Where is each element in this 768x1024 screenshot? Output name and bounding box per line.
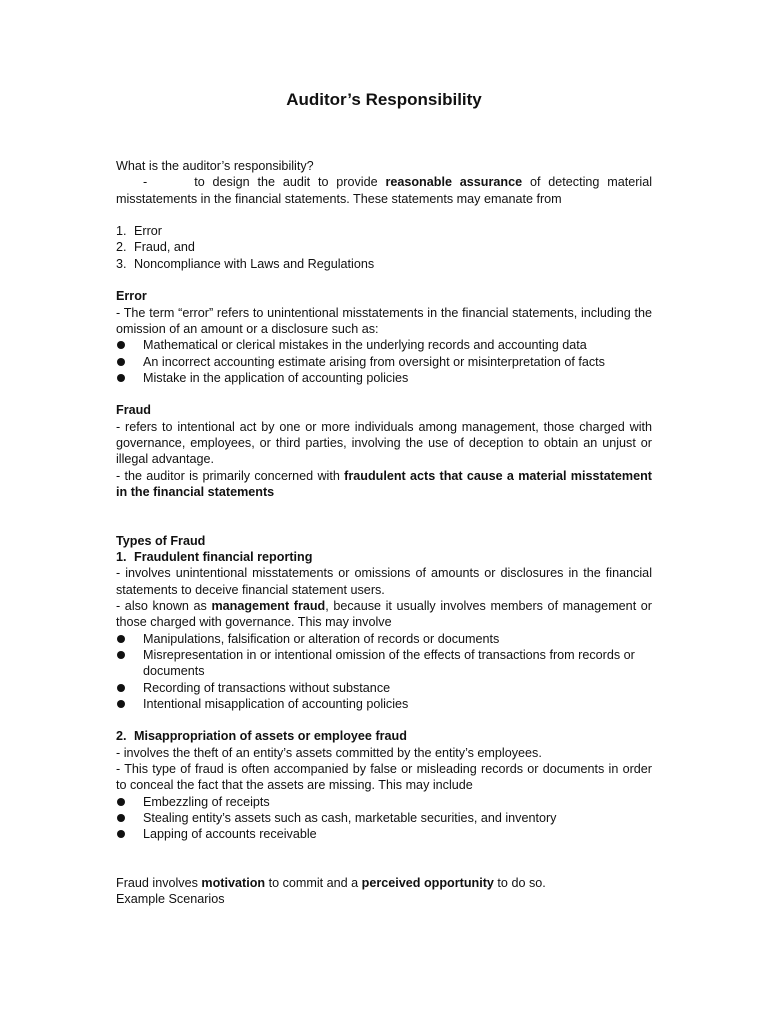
bullet-icon: [117, 635, 125, 643]
list-item: Mathematical or clerical mistakes in the underlying records and accounting data: [116, 337, 652, 353]
intro-answer: - to design the audit to provide reasonable assurance of detecting material misstatements in the financial statements. These statements may emanate from: [116, 175, 653, 206]
error-bullets: [116, 337, 652, 386]
type2-title: 2. Misappropriation of assets or employee fraud: [116, 729, 407, 744]
list-item: Stealing entity’s assets such as cash, marketable securities, and inventory: [116, 810, 652, 826]
list-item: An incorrect accounting estimate arising from oversight or misinterpretation of facts: [116, 354, 652, 370]
sources-list: [116, 223, 652, 272]
type1-title: 1. Fraudulent financial reporting: [116, 550, 313, 565]
bullet-icon: [117, 358, 125, 366]
bullet-icon: [117, 700, 125, 708]
list-item: Misrepresentation in or intentional omission of the effects of transactions from records or documents: [116, 647, 652, 680]
list-item: Manipulations, falsification or alteration of records or documents: [116, 631, 652, 647]
type1-management-fraud: - also known as management fraud, because it usually involves members of management or those charged with governance. This may involve: [116, 599, 653, 630]
list-item: Intentional misapplication of accounting policies: [116, 696, 652, 712]
fraud-definition: - refers to intentional act by one or more individuals among management, those charged with governance, employees, or third parties, involving the use of deception to obtain an unjust or illegal advantage.: [116, 419, 652, 467]
bullet-icon: [117, 651, 125, 659]
example-scenarios: Example Scenarios: [116, 892, 225, 907]
bullet-icon: [117, 814, 125, 822]
list-item: Recording of transactions without substance: [116, 680, 652, 696]
bullet-icon: [117, 374, 125, 382]
intro-question: What is the auditor’s responsibility?: [116, 159, 314, 173]
fraud-concern: - the auditor is primarily concerned with fraudulent acts that cause a material misstatement in the financial statements: [116, 468, 652, 499]
types-heading: Types of Fraud: [116, 533, 206, 548]
closing-statement: Fraud involves motivation to commit and a perceived opportunity to do so.: [116, 876, 546, 891]
list-item: Mistake in the application of accounting policies: [116, 370, 652, 386]
type2-description: - involves the theft of an entity’s assets committed by the entity’s employees.: [116, 745, 542, 760]
error-heading: Error: [116, 289, 147, 304]
type1-description: - involves unintentional misstatements or omissions of amounts or disclosures in the financial statements to deceive financial statement users.: [116, 566, 652, 597]
list-item: Lapping of accounts receivable: [116, 826, 652, 842]
list-item: Embezzling of receipts: [116, 794, 652, 810]
type2-bullets: [116, 794, 652, 843]
document-body: [116, 158, 652, 908]
list-item: 2. Fraud, and: [116, 240, 195, 255]
bullet-icon: [117, 341, 125, 349]
error-definition: - The term “error” refers to unintentional misstatements in the financial statements, including the omission of an amount or a disclosure such as:: [116, 305, 652, 336]
page-title: Auditor’s Responsibility: [286, 90, 482, 109]
bullet-icon: [117, 798, 125, 806]
bullet-icon: [117, 684, 125, 692]
bullet-icon: [117, 830, 125, 838]
type2-detail: - This type of fraud is often accompanied by false or misleading records or documents in order to conceal the fact that the assets are missing. This may include: [116, 761, 652, 793]
fraud-heading: Fraud: [116, 403, 151, 418]
type1-bullets: [116, 631, 652, 712]
list-item: 3. Noncompliance with Laws and Regulations: [116, 256, 375, 271]
list-item: 1. Error: [116, 224, 162, 239]
